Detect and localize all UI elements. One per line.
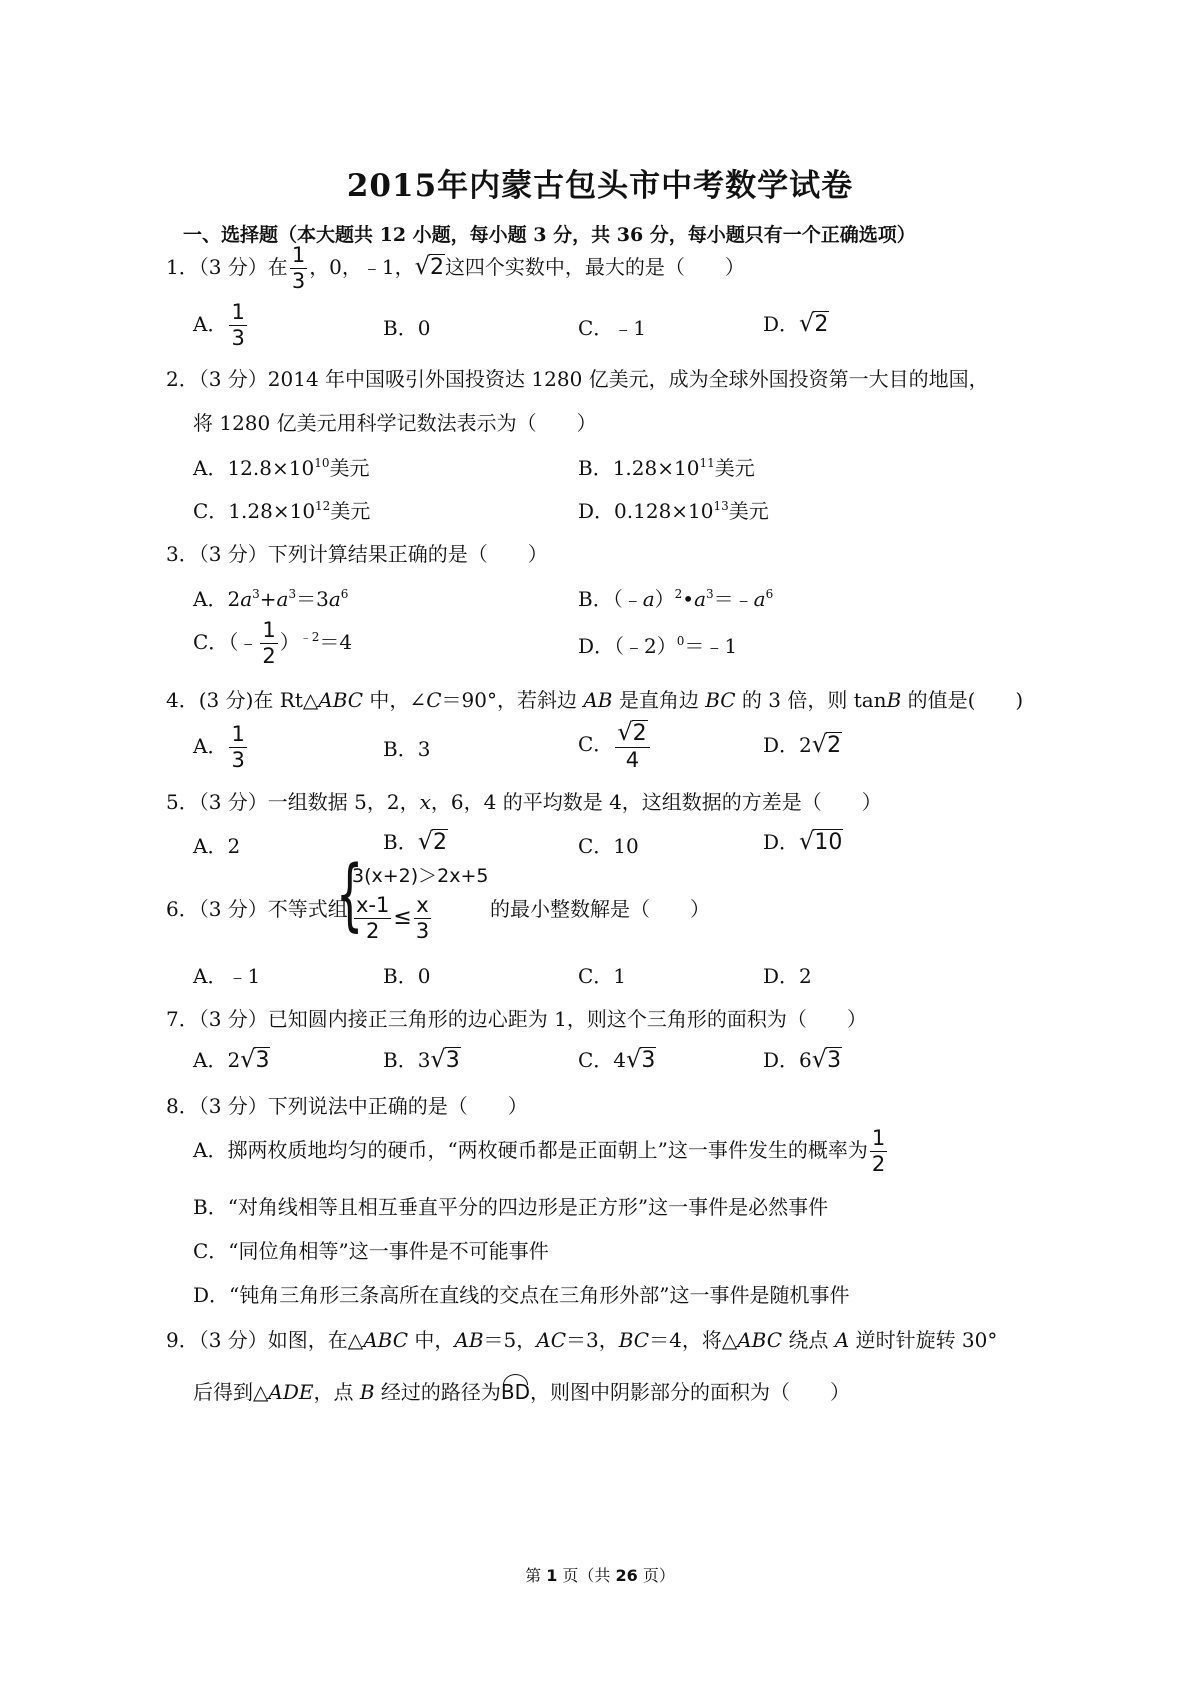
question-2-option-a: A．$12.8\times 10^{10}$美元	[193, 456, 370, 480]
question-3-stem: 3．（3 分）下列计算结果正确的是（ ）	[166, 542, 548, 566]
arc-symbol: BD	[500, 1380, 531, 1404]
question-2-stem-line2: 将 1280 亿美元用科学记数法表示为（ ）	[193, 411, 597, 435]
question-1-option-d: D．√2	[763, 309, 829, 337]
page-footer: 第 1 页（共 26 页）	[525, 1566, 675, 1585]
question-4-stem: 4．(3 分)在 Rt△ABC 中，∠C＝90°，若斜边 AB 是直角边 BC 的 3 倍，则 tanB 的值是( )	[166, 688, 1024, 712]
question-2-option-b: B．$1.28\times 10^{11}$美元	[578, 456, 755, 480]
question-7-stem: 7．（3 分）已知圆内接正三角形的边心距为 1，则这个三角形的面积为（ ）	[166, 1007, 867, 1031]
question-6-stem-suffix: 的最小整数解是（ ）	[490, 897, 710, 921]
question-3-option-b: B．$(﹣a)^2•a^3=﹣a^6$	[578, 587, 774, 611]
page-total: 26	[615, 1566, 638, 1585]
question-6-stem-prefix: 6．（3 分）不等式组	[166, 897, 348, 921]
question-5-option-a: A．2	[193, 834, 241, 858]
question-1-option-a: A． $\frac{1}{3}$	[193, 300, 245, 350]
question-3-option-a: A．$2a^3+a^3=3a^6$	[193, 587, 349, 611]
question-5-option-b: B．√2	[383, 827, 447, 855]
inequality-line-1: 3(x+2)＞2x+5	[352, 865, 489, 887]
fraction: $\frac{1}{3}$	[291, 243, 306, 293]
question-8-option-d: D．“钝角三角形三条高所在直线的交点在三角形外部”这一事件是随机事件	[193, 1283, 850, 1307]
section-heading: 一、选择题（本大题共 12 小题，每小题 3 分，共 36 分，每小题只有一个正确选项）	[183, 224, 916, 246]
question-5-stem: 5．（3 分）一组数据 5，2，x，6，4 的平均数是 4，这组数据的方差是（ ）	[166, 790, 882, 814]
question-3-option-c: C．（﹣ $\frac{1}{2}$ ）$^{﹣2}$＝4	[193, 618, 353, 668]
question-7-option-d: D．6√3	[763, 1045, 842, 1073]
question-4-option-c: C． $\frac{√2}{4}$	[578, 720, 652, 771]
question-5-option-c: C．10	[578, 834, 639, 858]
question-2-option-c: C．$1.28\times 10^{12}$美元	[193, 499, 371, 523]
question-4-option-a: A． $\frac{1}{3}$	[193, 722, 245, 772]
question-4-option-d: D．2√2	[763, 730, 842, 758]
question-1-stem: 1．（3 分）在 $\frac{1}{3}$ ，0，﹣1，√2这四个实数中，最大的是（ ）	[166, 243, 745, 293]
question-8-option-a: A．掷两枚质地均匀的硬币，“两枚硬币都是正面朝上”这一事件发生的概率为 $\frac{1}{2}$	[193, 1126, 886, 1176]
question-1-option-c: C．﹣1	[578, 316, 647, 340]
question-7-option-a: A．2√3	[193, 1045, 270, 1073]
question-4-option-b: B．3	[383, 737, 431, 761]
sqrt-symbol: √2	[414, 252, 444, 280]
left-brace: {	[336, 850, 364, 940]
question-5-option-d: D．√10	[763, 827, 843, 855]
question-1-option-b: B．0	[383, 316, 431, 340]
question-6-option-b: B．0	[383, 964, 431, 988]
question-2-option-d: D．$0.128\times 10^{13}$美元	[578, 499, 769, 523]
question-7-option-c: C．4√3	[578, 1045, 656, 1073]
page-number: 1	[546, 1566, 558, 1585]
question-8-option-b: B．“对角线相等且相互垂直平分的四边形是正方形”这一事件是必然事件	[193, 1195, 829, 1219]
question-2-stem-line1: 2．（3 分）2014 年中国吸引外国投资达 1280 亿美元，成为全球外国投资第一大目的地国，	[166, 367, 989, 391]
question-9-stem-line1: 9．（3 分）如图，在△ABC 中，AB＝5，AC＝3，BC＝4，将△ABC 绕点 A 逆时针旋转 30°	[166, 1328, 998, 1352]
question-9-stem-line2: 后得到△ADE，点 B 经过的路径为BD，则图中阴影部分的面积为（ ）	[193, 1380, 851, 1404]
page-title: 2015年内蒙古包头市中考数学试卷	[346, 168, 854, 204]
question-8-stem: 8．（3 分）下列说法中正确的是（ ）	[166, 1094, 528, 1118]
question-6-option-d: D．2	[763, 964, 812, 988]
question-8-option-c: C．“同位角相等”这一事件是不可能事件	[193, 1239, 549, 1263]
question-7-option-b: B．3√3	[383, 1045, 460, 1073]
question-3-option-d: D．（﹣2）$^0$＝﹣1	[578, 634, 738, 658]
question-6-option-c: C．1	[578, 964, 627, 988]
inequality-line-2: $\frac{x-1}{2}$ ≤ $\frac{x}{3}$	[356, 893, 430, 943]
question-6-option-a: A．﹣1	[193, 964, 261, 988]
